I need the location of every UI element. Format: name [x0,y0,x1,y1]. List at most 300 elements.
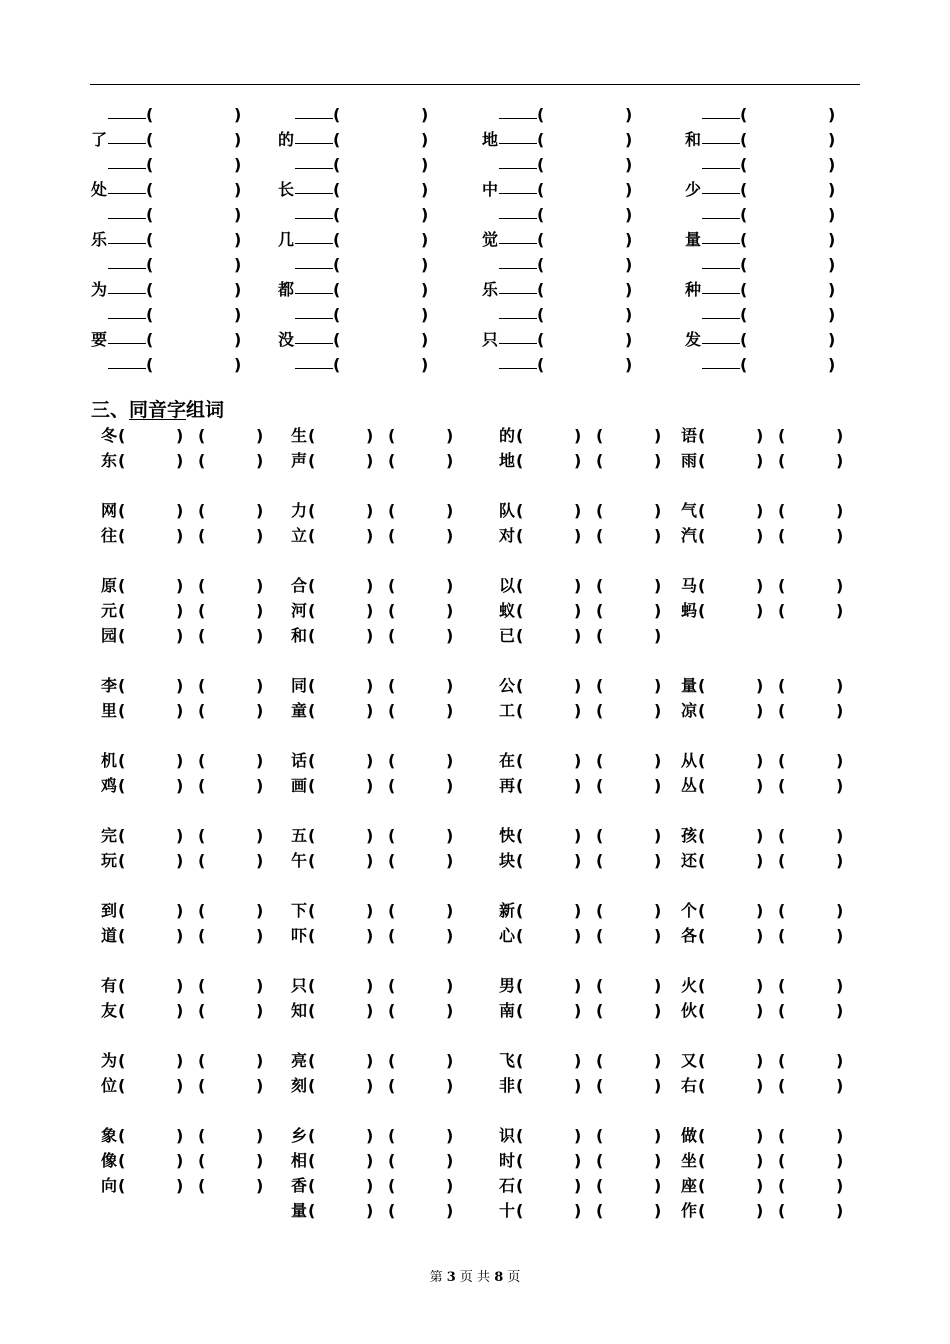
word-parentheses-input[interactable]: ( ) [698,526,764,545]
word-parentheses-input[interactable]: ( ) [118,826,184,845]
word-parentheses-input[interactable]: ( ) [740,280,836,299]
word-parentheses-input[interactable]: ( ) [198,601,264,620]
fill-blank-input[interactable] [295,100,333,119]
word-parentheses-input[interactable]: ( ) [516,701,582,720]
fill-character: 只 [481,330,498,349]
word-parentheses-input[interactable]: ( ) [308,1176,374,1195]
word-parentheses-input[interactable]: ( ) [198,826,264,845]
word-parentheses-input[interactable]: ( ) [198,1051,264,1070]
word-parentheses-input[interactable]: ( ) [537,330,633,349]
word-parentheses-input[interactable]: ( ) [146,180,242,199]
word-parentheses-input[interactable]: ( ) [118,526,184,545]
word-parentheses-input[interactable]: ( ) [698,426,764,445]
word-parentheses-input[interactable]: ( ) [146,205,242,224]
word-parentheses-input[interactable]: ( ) [388,426,454,445]
word-parentheses-input[interactable]: ( ) [388,626,454,645]
word-parentheses-input[interactable]: ( ) [698,901,764,920]
word-parentheses-input[interactable]: ( ) [778,1051,844,1070]
word-parentheses-input[interactable]: ( ) [118,776,184,795]
word-parentheses-input[interactable]: ( ) [778,1001,844,1020]
word-parentheses-input[interactable]: ( ) [118,676,184,695]
fill-cell [684,350,836,375]
fill-blank-input[interactable] [499,250,537,269]
word-parentheses-input[interactable]: ( ) [516,1151,582,1170]
word-parentheses-input[interactable]: ( ) [146,155,242,174]
word-parentheses-input[interactable]: ( ) [516,1126,582,1145]
fill-blank-input[interactable] [702,125,740,144]
fill-blank-input[interactable] [108,225,146,244]
word-parentheses-input[interactable]: ( ) [516,776,582,795]
word-parentheses-input[interactable]: ( ) [388,1051,454,1070]
fill-blank-input[interactable] [702,200,740,219]
word-parentheses-input[interactable]: ( ) [388,676,454,695]
fill-row [0,350,950,375]
word-parentheses-input[interactable]: ( ) [596,626,662,645]
fill-blank-input[interactable] [295,350,333,369]
word-parentheses-input[interactable]: ( ) [698,1126,764,1145]
word-parentheses-input[interactable]: ( ) [537,355,633,374]
word-parentheses-input[interactable]: ( ) [308,1151,374,1170]
fill-blank-input[interactable] [702,175,740,194]
word-parentheses-input[interactable]: ( ) [198,1151,264,1170]
word-parentheses-input[interactable]: ( ) [698,1201,764,1220]
word-parentheses-input[interactable]: ( ) [778,501,844,520]
fill-blank-input[interactable] [295,275,333,294]
fill-blank-input[interactable] [499,100,537,119]
word-parentheses-input[interactable]: ( ) [698,701,764,720]
homophone-character: 刻 [290,1076,307,1095]
word-parentheses-input[interactable]: ( ) [778,426,844,445]
word-parentheses-input[interactable]: ( ) [778,676,844,695]
word-parentheses-input[interactable]: ( ) [118,1176,184,1195]
word-parentheses-input[interactable]: ( ) [778,1176,844,1195]
fill-blank-input[interactable] [702,325,740,344]
word-parentheses-input[interactable]: ( ) [516,576,582,595]
word-parentheses-input[interactable]: ( ) [118,976,184,995]
word-parentheses-input[interactable]: ( ) [516,826,582,845]
word-parentheses-input[interactable]: ( ) [778,776,844,795]
word-parentheses-input[interactable]: ( ) [778,751,844,770]
word-parentheses-input[interactable]: ( ) [308,1076,374,1095]
word-parentheses-input[interactable]: ( ) [118,451,184,470]
word-parentheses-input[interactable]: ( ) [596,751,662,770]
word-parentheses-input[interactable]: ( ) [118,601,184,620]
fill-blank-input[interactable] [295,200,333,219]
word-parentheses-input[interactable]: ( ) [308,501,374,520]
fill-blank-input[interactable] [499,175,537,194]
homophone-cell [100,673,278,698]
word-parentheses-input[interactable]: ( ) [308,901,374,920]
fill-blank-input[interactable] [295,175,333,194]
fill-blank-input[interactable] [702,275,740,294]
footer-total-pages: 8 [494,1270,504,1285]
word-parentheses-input[interactable]: ( ) [118,751,184,770]
word-parentheses-input[interactable]: ( ) [596,851,662,870]
word-parentheses-input[interactable]: ( ) [388,926,454,945]
word-parentheses-input[interactable]: ( ) [198,451,264,470]
fill-blank-input[interactable] [108,300,146,319]
word-parentheses-input[interactable]: ( ) [308,976,374,995]
fill-blank-input[interactable] [295,150,333,169]
word-parentheses-input[interactable]: ( ) [778,1126,844,1145]
homophone-cell [290,1198,468,1223]
word-parentheses-input[interactable]: ( ) [388,976,454,995]
word-parentheses-input[interactable]: ( ) [778,901,844,920]
word-parentheses-input[interactable]: ( ) [698,1076,764,1095]
fill-blank-input[interactable] [499,225,537,244]
word-parentheses-input[interactable]: ( ) [778,1151,844,1170]
fill-blank-input[interactable] [108,200,146,219]
word-parentheses-input[interactable]: ( ) [537,205,633,224]
word-parentheses-input[interactable]: ( ) [516,601,582,620]
word-parentheses-input[interactable]: ( ) [308,751,374,770]
word-parentheses-input[interactable]: ( ) [698,576,764,595]
word-parentheses-input[interactable]: ( ) [698,601,764,620]
word-parentheses-input[interactable]: ( ) [388,601,454,620]
word-parentheses-input[interactable]: ( ) [740,305,836,324]
word-parentheses-input[interactable]: ( ) [118,851,184,870]
word-parentheses-input[interactable]: ( ) [778,1201,844,1220]
word-parentheses-input[interactable]: ( ) [388,1076,454,1095]
homophone-row [0,898,950,923]
word-parentheses-input[interactable]: ( ) [308,426,374,445]
fill-blank-input[interactable] [499,150,537,169]
word-parentheses-input[interactable]: ( ) [333,280,429,299]
word-parentheses-input[interactable]: ( ) [333,255,429,274]
fill-character: 量 [684,230,701,249]
fill-blank-input[interactable] [499,325,537,344]
homophone-cell [100,698,278,723]
word-parentheses-input[interactable]: ( ) [198,426,264,445]
word-parentheses-input[interactable]: ( ) [118,426,184,445]
fill-blank-input[interactable] [295,250,333,269]
word-parentheses-input[interactable]: ( ) [516,926,582,945]
word-parentheses-input[interactable]: ( ) [596,776,662,795]
word-parentheses-input[interactable]: ( ) [537,305,633,324]
fill-blank-input[interactable] [499,200,537,219]
word-parentheses-input[interactable]: ( ) [146,305,242,324]
word-parentheses-input[interactable]: ( ) [596,1051,662,1070]
word-parentheses-input[interactable]: ( ) [516,751,582,770]
word-parentheses-input[interactable]: ( ) [308,576,374,595]
word-parentheses-input[interactable]: ( ) [198,976,264,995]
word-parentheses-input[interactable]: ( ) [596,701,662,720]
word-parentheses-input[interactable]: ( ) [118,1151,184,1170]
word-parentheses-input[interactable]: ( ) [118,1076,184,1095]
word-parentheses-input[interactable]: ( ) [740,180,836,199]
word-parentheses-input[interactable]: ( ) [388,501,454,520]
word-parentheses-input[interactable]: ( ) [333,105,429,124]
word-parentheses-input[interactable]: ( ) [516,1076,582,1095]
word-parentheses-input[interactable]: ( ) [146,130,242,149]
fill-cell [481,100,633,125]
homophone-cell [290,523,468,548]
word-parentheses-input[interactable]: ( ) [388,901,454,920]
fill-blank-input[interactable] [108,250,146,269]
fill-blank-input[interactable] [295,225,333,244]
word-parentheses-input[interactable]: ( ) [308,1001,374,1020]
fill-blank-input[interactable] [108,100,146,119]
word-parentheses-input[interactable]: ( ) [333,130,429,149]
word-parentheses-input[interactable]: ( ) [146,330,242,349]
word-parentheses-input[interactable]: ( ) [516,501,582,520]
word-parentheses-input[interactable]: ( ) [388,776,454,795]
fill-blank-input[interactable] [702,300,740,319]
word-parentheses-input[interactable]: ( ) [198,851,264,870]
word-parentheses-input[interactable]: ( ) [308,676,374,695]
homophone-character: 伙 [680,1001,697,1020]
word-parentheses-input[interactable]: ( ) [778,851,844,870]
word-parentheses-input[interactable]: ( ) [740,355,836,374]
word-parentheses-input[interactable]: ( ) [333,155,429,174]
word-parentheses-input[interactable]: ( ) [308,776,374,795]
word-parentheses-input[interactable]: ( ) [198,501,264,520]
fill-blank-input[interactable] [702,350,740,369]
word-parentheses-input[interactable]: ( ) [388,1126,454,1145]
fill-blank-input[interactable] [702,225,740,244]
fill-blank-input[interactable] [499,125,537,144]
word-parentheses-input[interactable]: ( ) [596,526,662,545]
word-parentheses-input[interactable]: ( ) [698,501,764,520]
word-parentheses-input[interactable]: ( ) [778,826,844,845]
word-parentheses-input[interactable]: ( ) [118,701,184,720]
fill-blank-input[interactable] [295,125,333,144]
word-parentheses-input[interactable]: ( ) [198,526,264,545]
fill-blank-input[interactable] [702,100,740,119]
word-parentheses-input[interactable]: ( ) [596,901,662,920]
word-parentheses-input[interactable]: ( ) [740,130,836,149]
homophone-character: 元 [100,601,117,620]
word-parentheses-input[interactable]: ( ) [118,901,184,920]
word-parentheses-input[interactable]: ( ) [198,1001,264,1020]
word-parentheses-input[interactable]: ( ) [146,255,242,274]
fill-blank-input[interactable] [702,150,740,169]
word-parentheses-input[interactable]: ( ) [740,205,836,224]
word-parentheses-input[interactable]: ( ) [308,1051,374,1070]
word-parentheses-input[interactable]: ( ) [698,451,764,470]
homophone-character: 童 [290,701,307,720]
word-parentheses-input[interactable]: ( ) [596,601,662,620]
homophone-character: 识 [498,1126,515,1145]
word-parentheses-input[interactable]: ( ) [740,255,836,274]
word-parentheses-input[interactable]: ( ) [198,576,264,595]
word-parentheses-input[interactable]: ( ) [198,926,264,945]
word-parentheses-input[interactable]: ( ) [698,1001,764,1020]
fill-blank-input[interactable] [499,350,537,369]
word-parentheses-input[interactable]: ( ) [118,626,184,645]
homophone-character: 男 [498,976,515,995]
word-parentheses-input[interactable]: ( ) [516,901,582,920]
word-parentheses-input[interactable]: ( ) [537,280,633,299]
word-parentheses-input[interactable]: ( ) [198,1126,264,1145]
word-parentheses-input[interactable]: ( ) [516,676,582,695]
homophone-character: 向 [100,1176,117,1195]
word-parentheses-input[interactable]: ( ) [596,451,662,470]
word-parentheses-input[interactable]: ( ) [698,1176,764,1195]
fill-blank-input[interactable] [499,300,537,319]
word-parentheses-input[interactable]: ( ) [516,1201,582,1220]
fill-blank-input[interactable] [702,250,740,269]
word-parentheses-input[interactable]: ( ) [778,976,844,995]
word-parentheses-input[interactable]: ( ) [388,751,454,770]
word-parentheses-input[interactable]: ( ) [596,926,662,945]
word-parentheses-input[interactable]: ( ) [778,601,844,620]
word-parentheses-input[interactable]: ( ) [740,330,836,349]
fill-blank-input[interactable] [108,125,146,144]
word-parentheses-input[interactable]: ( ) [516,1051,582,1070]
word-parentheses-input[interactable]: ( ) [698,851,764,870]
word-parentheses-input[interactable]: ( ) [118,501,184,520]
word-parentheses-input[interactable]: ( ) [740,155,836,174]
word-parentheses-input[interactable]: ( ) [516,426,582,445]
word-parentheses-input[interactable]: ( ) [516,626,582,645]
fill-blank-input[interactable] [108,350,146,369]
homophone-cell [100,1123,278,1148]
homophone-character: 话 [290,751,307,770]
word-parentheses-input[interactable]: ( ) [308,451,374,470]
word-parentheses-input[interactable]: ( ) [537,180,633,199]
word-parentheses-input[interactable]: ( ) [596,426,662,445]
word-parentheses-input[interactable]: ( ) [698,776,764,795]
fill-cell [277,100,429,125]
fill-blank-input[interactable] [108,150,146,169]
word-parentheses-input[interactable]: ( ) [596,676,662,695]
word-parentheses-input[interactable]: ( ) [388,826,454,845]
word-parentheses-input[interactable]: ( ) [778,526,844,545]
word-parentheses-input[interactable]: ( ) [118,1126,184,1145]
word-parentheses-input[interactable]: ( ) [778,1076,844,1095]
word-parentheses-input[interactable]: ( ) [388,1201,454,1220]
word-parentheses-input[interactable]: ( ) [388,1151,454,1170]
word-parentheses-input[interactable]: ( ) [198,676,264,695]
word-parentheses-input[interactable]: ( ) [596,576,662,595]
word-parentheses-input[interactable]: ( ) [146,280,242,299]
word-parentheses-input[interactable]: ( ) [596,501,662,520]
word-parentheses-input[interactable]: ( ) [740,230,836,249]
word-parentheses-input[interactable]: ( ) [308,926,374,945]
homophone-cell [100,773,278,798]
word-parentheses-input[interactable]: ( ) [198,1076,264,1095]
word-parentheses-input[interactable]: ( ) [516,1176,582,1195]
word-parentheses-input[interactable]: ( ) [198,701,264,720]
word-parentheses-input[interactable]: ( ) [516,451,582,470]
word-parentheses-input[interactable]: ( ) [596,1126,662,1145]
word-parentheses-input[interactable]: ( ) [308,626,374,645]
word-parentheses-input[interactable]: ( ) [388,851,454,870]
word-parentheses-input[interactable]: ( ) [388,701,454,720]
word-parentheses-input[interactable]: ( ) [333,305,429,324]
word-parentheses-input[interactable]: ( ) [596,1201,662,1220]
word-parentheses-input[interactable]: ( ) [537,105,633,124]
word-parentheses-input[interactable]: ( ) [308,826,374,845]
word-parentheses-input[interactable]: ( ) [146,355,242,374]
fill-blank-input[interactable] [108,325,146,344]
homophone-character: 知 [290,1001,307,1020]
fill-blank-input[interactable] [108,275,146,294]
fill-blank-input[interactable] [108,175,146,194]
word-parentheses-input[interactable]: ( ) [118,576,184,595]
word-parentheses-input[interactable]: ( ) [333,205,429,224]
word-parentheses-input[interactable]: ( ) [388,1176,454,1195]
word-parentheses-input[interactable]: ( ) [198,776,264,795]
word-parentheses-input[interactable]: ( ) [596,976,662,995]
word-parentheses-input[interactable]: ( ) [698,1151,764,1170]
word-parentheses-input[interactable]: ( ) [698,751,764,770]
word-parentheses-input[interactable]: ( ) [596,1151,662,1170]
fill-blank-input[interactable] [295,325,333,344]
word-parentheses-input[interactable]: ( ) [516,526,582,545]
word-parentheses-input[interactable]: ( ) [698,676,764,695]
word-parentheses-input[interactable]: ( ) [516,1001,582,1020]
word-parentheses-input[interactable]: ( ) [778,576,844,595]
fill-character: 为 [90,280,107,299]
word-parentheses-input[interactable]: ( ) [778,926,844,945]
word-parentheses-input[interactable]: ( ) [537,130,633,149]
fill-cell [684,200,836,225]
word-parentheses-input[interactable]: ( ) [308,601,374,620]
word-parentheses-input[interactable]: ( ) [198,626,264,645]
word-parentheses-input[interactable]: ( ) [146,230,242,249]
word-parentheses-input[interactable]: ( ) [333,330,429,349]
homophone-cell [498,823,676,848]
word-parentheses-input[interactable]: ( ) [698,1051,764,1070]
word-parentheses-input[interactable]: ( ) [308,701,374,720]
word-parentheses-input[interactable]: ( ) [740,105,836,124]
word-parentheses-input[interactable]: ( ) [537,255,633,274]
fill-blank-input[interactable] [295,300,333,319]
word-parentheses-input[interactable]: ( ) [698,976,764,995]
word-parentheses-input[interactable]: ( ) [198,1176,264,1195]
word-parentheses-input[interactable]: ( ) [537,155,633,174]
word-parentheses-input[interactable]: ( ) [198,901,264,920]
word-parentheses-input[interactable]: ( ) [333,355,429,374]
word-parentheses-input[interactable]: ( ) [778,451,844,470]
word-parentheses-input[interactable]: ( ) [308,851,374,870]
word-parentheses-input[interactable]: ( ) [388,526,454,545]
word-parentheses-input[interactable]: ( ) [333,230,429,249]
word-parentheses-input[interactable]: ( ) [308,1126,374,1145]
word-parentheses-input[interactable]: ( ) [118,1051,184,1070]
word-parentheses-input[interactable]: ( ) [778,701,844,720]
word-parentheses-input[interactable]: ( ) [308,526,374,545]
homophone-character: 量 [680,676,697,695]
homophone-cell [290,1123,468,1148]
fill-cell [481,225,633,250]
word-parentheses-input[interactable]: ( ) [388,1001,454,1020]
fill-cell [90,100,242,125]
word-parentheses-input[interactable]: ( ) [333,180,429,199]
word-parentheses-input[interactable]: ( ) [516,851,582,870]
word-parentheses-input[interactable]: ( ) [118,1001,184,1020]
word-parentheses-input[interactable]: ( ) [388,451,454,470]
word-parentheses-input[interactable]: ( ) [308,1201,374,1220]
word-parentheses-input[interactable]: ( ) [118,926,184,945]
word-parentheses-input[interactable]: ( ) [198,751,264,770]
word-parentheses-input[interactable]: ( ) [698,826,764,845]
fill-blank-input[interactable] [499,275,537,294]
word-parentheses-input[interactable]: ( ) [516,976,582,995]
word-parentheses-input[interactable]: ( ) [537,230,633,249]
word-parentheses-input[interactable]: ( ) [388,576,454,595]
word-parentheses-input[interactable]: ( ) [596,1176,662,1195]
word-parentheses-input[interactable]: ( ) [596,1076,662,1095]
word-parentheses-input[interactable]: ( ) [596,1001,662,1020]
homophone-cell [100,823,278,848]
fill-character: 了 [90,130,107,149]
word-parentheses-input[interactable]: ( ) [596,826,662,845]
word-parentheses-input[interactable]: ( ) [698,926,764,945]
word-parentheses-input[interactable]: ( ) [146,105,242,124]
